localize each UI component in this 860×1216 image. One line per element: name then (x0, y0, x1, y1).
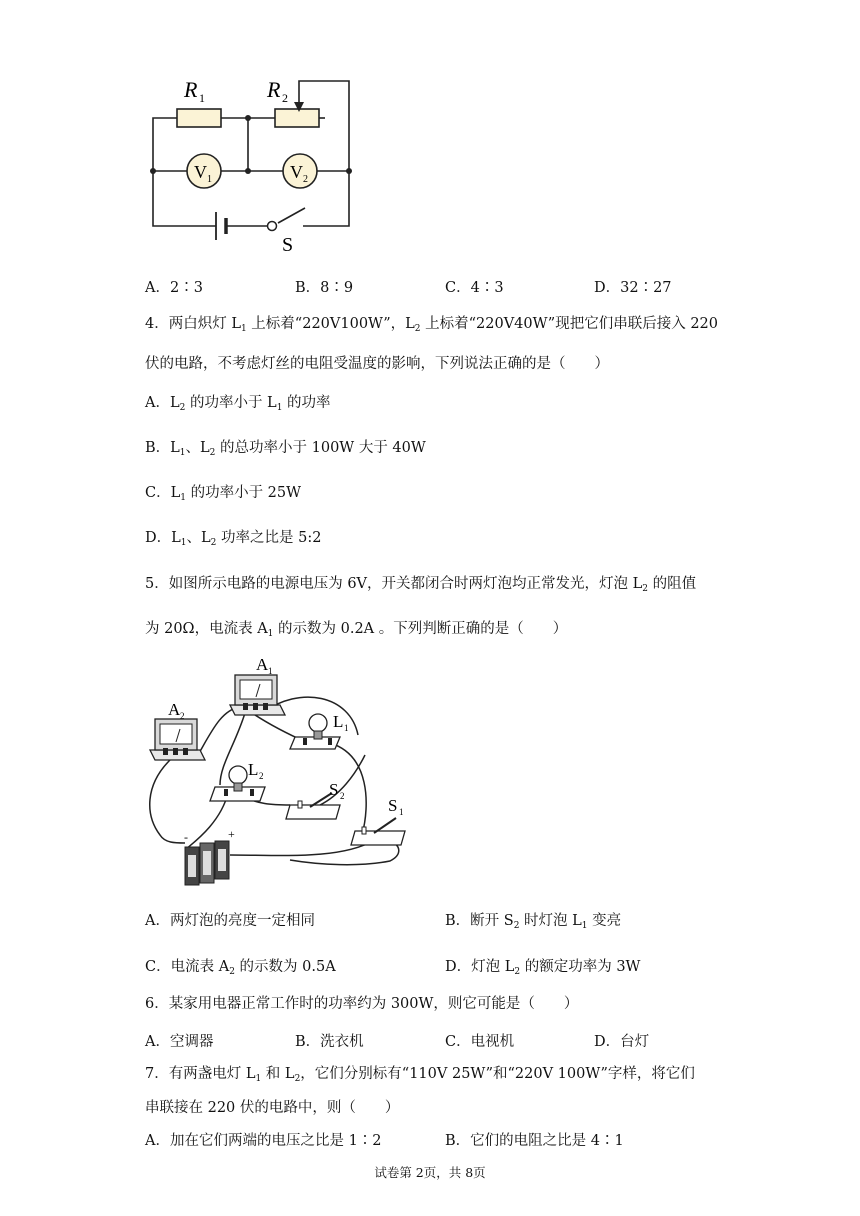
q7-option-b[interactable]: B．它们的电阻之比是 4∶1 (445, 1133, 624, 1149)
s1-sub: 1 (399, 807, 404, 817)
switch-label: S (282, 234, 294, 256)
a1-label: A (256, 655, 269, 674)
v2-label: V (290, 162, 303, 182)
q5-stem-line2: 为 20Ω，电流表 $A_1$ 的示数为 0.2A 。下列判断正确的是（ ） (145, 621, 568, 639)
l2-label: L (248, 760, 259, 779)
battery-icon (216, 212, 226, 240)
q3-option-c[interactable]: C．4∶3 (445, 280, 504, 296)
battery-minus-label: - (184, 830, 188, 844)
switch-s (268, 222, 277, 231)
q4-stem-line2: 伏的电路，不考虑灯丝的电阻受温度的影响，下列说法正确的是（ ） (145, 356, 609, 372)
v1-sub: 1 (207, 174, 212, 185)
resistor-r1 (177, 109, 221, 127)
a2-sub: 2 (180, 711, 185, 721)
q4-option-c[interactable]: C．$L_1$ 的功率小于 25W (145, 485, 302, 503)
battery-pack (185, 841, 229, 885)
l1-label: L (333, 712, 344, 731)
a1-sub: 1 (268, 666, 273, 676)
q5-stem-line1: 5．如图所示电路的电源电压为 6V，开关都闭合时两灯泡均正常发光，灯泡 $L_2$ 的阻值 (145, 576, 697, 594)
q5-option-a[interactable]: A．两灯泡的亮度一定相同 (145, 913, 315, 929)
battery-plus-label: + (228, 827, 235, 841)
resistor-r2 (275, 109, 319, 127)
q4-option-b[interactable]: B．$L_1$、$L_2$ 的总功率小于 100W 大于 40W (145, 440, 426, 458)
q6-option-c[interactable]: C．电视机 (445, 1034, 515, 1050)
r2-sub: 2 (282, 91, 288, 105)
q6-stem: 6．某家用电器正常工作时的功率约为 300W，则它可能是（ ） (145, 996, 579, 1012)
switch-s1 (351, 818, 405, 845)
l1-sub: 1 (344, 723, 349, 733)
s2-sub: 2 (340, 791, 345, 801)
l2-sub: 2 (259, 771, 264, 781)
r2-label: R (267, 77, 281, 102)
q3-option-b[interactable]: B．8∶9 (295, 280, 354, 296)
s1-label: S (388, 796, 398, 815)
page-footer: 试卷第 2页，共 8页 (374, 1165, 486, 1180)
v1-label: V (194, 162, 207, 182)
q5-option-d[interactable]: D．灯泡 $L_2$ 的额定功率为 3W (445, 959, 641, 977)
q6-option-b[interactable]: B．洗衣机 (295, 1034, 364, 1050)
q5-option-c[interactable]: C．电流表 $A_2$ 的示数为 0.5A (145, 959, 336, 977)
q7-stem-line2: 串联接在 220 伏的电路中，则（ ） (145, 1100, 400, 1116)
q7-stem-line1: 7．有两盏电灯 $L_1$ 和 $L_2$，它们分别标有“110V 25W”和“220V 100W”字样，将它们 (145, 1066, 695, 1084)
a2-label: A (168, 700, 181, 719)
q6-option-d[interactable]: D．台灯 (594, 1034, 650, 1050)
v2-sub: 2 (303, 174, 308, 185)
q6-option-a[interactable]: A．空调器 (145, 1034, 214, 1050)
physical-circuit-figure (140, 655, 430, 895)
q4-stem-line1: 4．两白炽灯 $L_1$ 上标着“220V100W”，$L_2$ 上标着“220V40W”现把它们串联后接入 220 (145, 316, 718, 334)
s2-label: S (329, 780, 339, 799)
q3-option-d[interactable]: D．32∶27 (594, 280, 672, 296)
q3-option-a[interactable]: A．2∶3 (145, 280, 203, 296)
circuit-diagram-1 (140, 70, 370, 260)
r1-label: R (184, 77, 198, 102)
q5-option-b[interactable]: B．断开 $S_2$ 时灯泡 $L_1$ 变亮 (445, 913, 622, 931)
ammeter-a1 (230, 675, 285, 715)
q4-option-a[interactable]: A．$L_2$ 的功率小于 $L_1$ 的功率 (145, 395, 331, 413)
ammeter-a2 (150, 719, 205, 760)
q7-option-a[interactable]: A．加在它们两端的电压之比是 1∶2 (145, 1133, 382, 1149)
r1-sub: 1 (199, 91, 205, 105)
q4-option-d[interactable]: D．$L_1$、$L_2$ 功率之比是 5:2 (145, 530, 322, 548)
